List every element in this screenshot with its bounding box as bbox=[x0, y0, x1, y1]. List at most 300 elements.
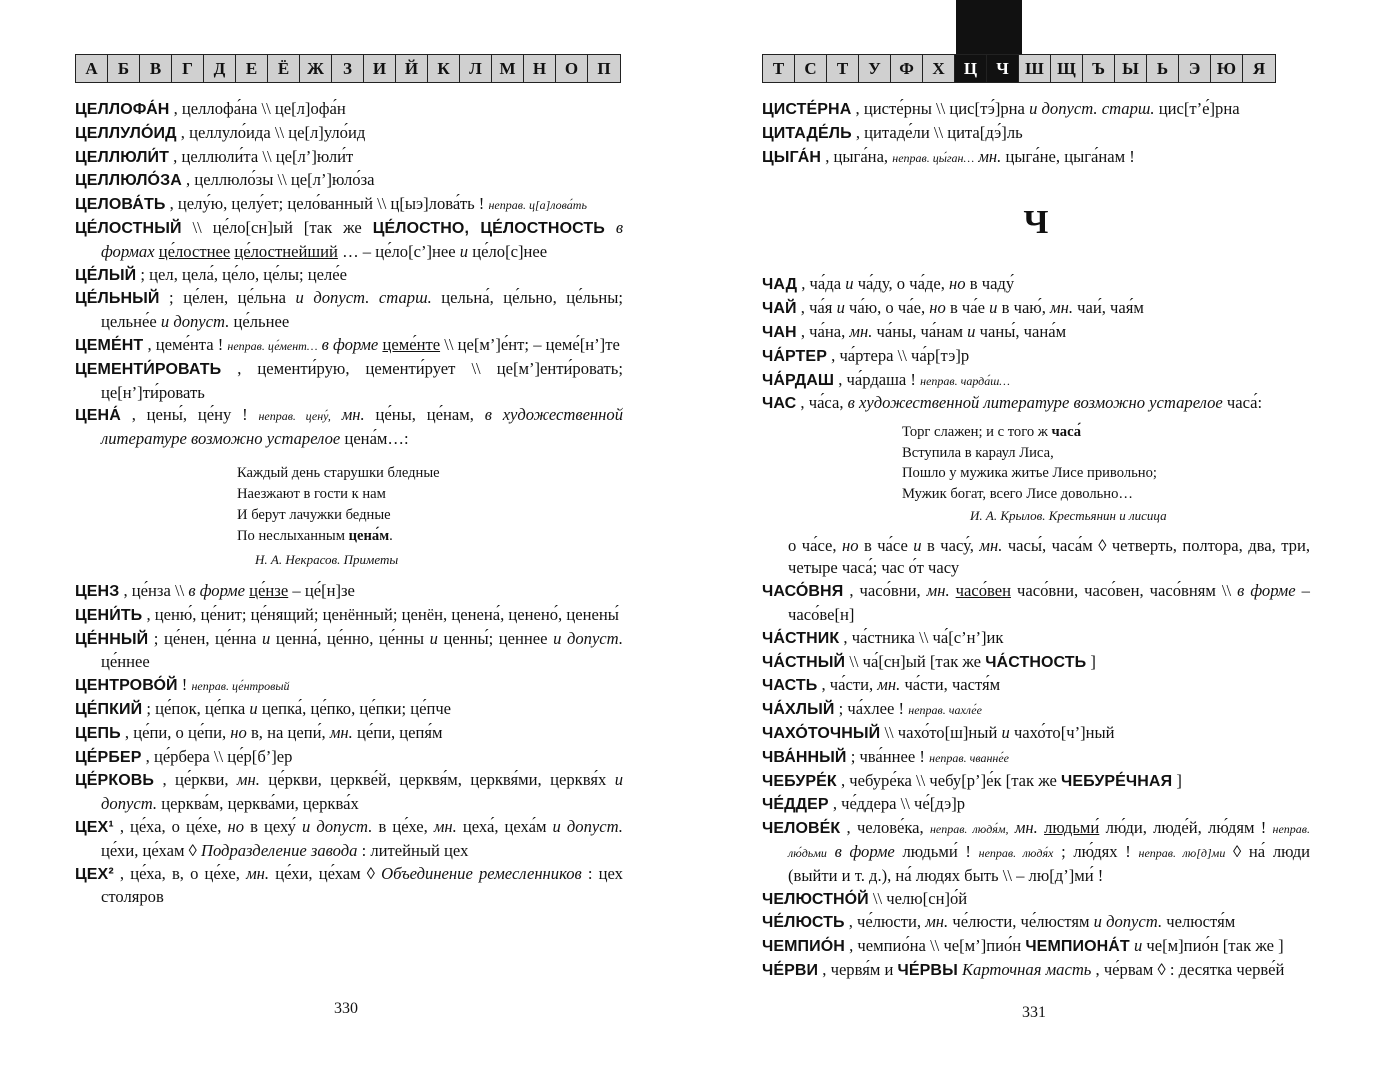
dictionary-entry bbox=[75, 169, 623, 193]
headword: ЧАСО́ВНЯ bbox=[762, 583, 844, 601]
entry-text: ! bbox=[181, 675, 188, 695]
headword: ЧЕ́РВЫ bbox=[897, 962, 958, 980]
alphabet-tab: Х bbox=[923, 55, 955, 82]
right-entries bbox=[762, 98, 1310, 983]
entry-text: ◊ на́ люди (выйти и т. д.), на́ людях быть \\ bbox=[788, 842, 1311, 885]
italic-label: мн. bbox=[925, 912, 949, 932]
italic-label: в художественной литературе возможно устарелое bbox=[101, 405, 623, 449]
italic-label: мн. bbox=[849, 321, 873, 341]
entry-text: цена́м…: bbox=[344, 429, 409, 449]
alphabet-tab: Ъ bbox=[1083, 55, 1115, 82]
alphabet-tab: Ш bbox=[1019, 55, 1051, 82]
italic-label: и bbox=[989, 298, 998, 318]
headword: ЧЕЛОВЕ́К bbox=[762, 820, 841, 838]
italic-label: и bbox=[836, 298, 845, 318]
right-page bbox=[692, 0, 1383, 1080]
headword: ЧАЙ bbox=[762, 300, 797, 318]
entry-text: чаны́, чана́м bbox=[979, 321, 1067, 341]
alphabet-tab: Ж bbox=[300, 55, 332, 82]
entry-text: часо́вни, часо́вен, часо́вням \\ bbox=[1017, 581, 1232, 601]
entry-text: ча́ду, о ча́де, bbox=[857, 274, 945, 294]
headword: ЦЕ́ННЫЙ bbox=[75, 630, 149, 648]
entry-text: ча́сти, частя́м bbox=[904, 675, 1001, 695]
headword: ЦЕ́ЛОСТНО, ЦЕ́ЛОСТНОСТЬ bbox=[372, 219, 605, 237]
alphabet-tab: Я bbox=[1243, 55, 1275, 82]
entry-text: це́ннее bbox=[101, 652, 150, 672]
entry-text: , це́ха, в, о це́хе, bbox=[119, 863, 240, 883]
entry-text: , це́рбера \\ це́р[б’]ер bbox=[145, 746, 293, 766]
entry-text: , ча́я bbox=[800, 298, 833, 318]
entry-text: в чаю́, bbox=[1001, 298, 1046, 318]
alphabet-tab: Ь bbox=[1147, 55, 1179, 82]
poem-bold-word: цена́м bbox=[348, 527, 390, 544]
entry-text: цыга́не, цыга́нам ! bbox=[1005, 146, 1135, 166]
italic-label: и допуст. bbox=[160, 312, 230, 332]
headword: ЦЕЛЛЮЛО́ЗА bbox=[75, 172, 182, 190]
dictionary-entry bbox=[762, 935, 1310, 959]
dictionary-entry bbox=[75, 746, 623, 770]
alphabet-tabs-right bbox=[762, 54, 1276, 83]
italic-label: Карточная масть bbox=[962, 960, 1092, 980]
entry-text: , чемпио́на \\ че[м’]пио́н bbox=[849, 936, 1022, 956]
poem-line: Каждый день старушки бледные bbox=[237, 464, 440, 481]
italic-label: и bbox=[459, 241, 469, 261]
entry-text: \\ чахо́то[ш]ный bbox=[884, 723, 998, 743]
entry-text: цельна́, це́льно, це́льны; цельне́е bbox=[101, 288, 623, 332]
entry-text: , целлофа́на \\ це[л]офа́н bbox=[173, 99, 346, 118]
entry-text: ; цел, цела́, це́ло, це́лы; целе́е bbox=[140, 264, 347, 284]
alphabet-tabs-left bbox=[75, 54, 621, 83]
entry-text: в ча́е bbox=[949, 298, 985, 318]
poem-line: Мужик богат, всего Лисе довольно… bbox=[902, 485, 1133, 502]
headword: ЦИТАДЕ́ЛЬ bbox=[762, 124, 852, 142]
thumb-index-tab bbox=[956, 0, 1022, 56]
dictionary-entry bbox=[762, 321, 1310, 345]
italic-label: в художественной литературе возможно устарелое bbox=[847, 393, 1223, 413]
entry-text: в, на цепи́, bbox=[250, 722, 326, 742]
entry-text: в часу́, bbox=[927, 535, 974, 555]
poem-citation: И. А. Крылов. Крестьянин и лисица bbox=[970, 508, 1167, 524]
entry-text: ; ча́хлее ! bbox=[838, 699, 905, 719]
headword: ЦЫГА́Н bbox=[762, 148, 822, 166]
italic-label: Объединение ремесленников bbox=[381, 863, 582, 883]
italic-label: но bbox=[841, 535, 859, 555]
dictionary-entry bbox=[75, 334, 623, 358]
entry-text: , целлюло́зы \\ це[л’]юло́за bbox=[186, 170, 375, 190]
italic-label: и допуст. bbox=[101, 770, 624, 814]
dictionary-entry bbox=[762, 793, 1310, 817]
headword: ЧВА́ННЫЙ bbox=[762, 748, 847, 766]
alphabet-tab: Е bbox=[236, 55, 268, 82]
italic-label: и bbox=[845, 274, 854, 294]
dictionary-entry bbox=[762, 627, 1310, 651]
entry-text: челюстя́м bbox=[1166, 912, 1236, 932]
dictionary-entry bbox=[75, 146, 623, 170]
entry-text: ; це́нен, це́нна bbox=[153, 628, 257, 648]
dictionary-entry bbox=[75, 358, 623, 405]
italic-label: и bbox=[967, 321, 976, 341]
entry-text: , чебуре́ка \\ чебу[р’]е́к [так же bbox=[840, 770, 1057, 790]
headword: ЦЕ́ЛОСТНЫЙ bbox=[75, 219, 182, 237]
headword: ЧА́РТЕР bbox=[762, 347, 827, 365]
headword: ЧЕЛЮСТНО́Й bbox=[762, 890, 869, 908]
italic-label: мн. bbox=[246, 863, 270, 883]
alphabet-tab: Б bbox=[108, 55, 140, 82]
italic-label: но bbox=[230, 722, 247, 742]
poem-line: Вступила в караул Лиса, bbox=[902, 444, 1054, 461]
headword: ЧА́СТНОСТЬ bbox=[985, 653, 1087, 671]
entry-text: це́ркви, церкве́й, церквя́м, церквя́ми, церквя́х bbox=[268, 770, 607, 790]
dictionary-entry bbox=[75, 287, 623, 334]
dictionary-entry bbox=[75, 580, 623, 604]
entry-text: ; це́пок, це́пка bbox=[146, 698, 246, 718]
italic-label: но bbox=[929, 298, 946, 318]
entry-text: \\ це[м’]е́нт; bbox=[444, 334, 530, 354]
alphabet-tab: А bbox=[76, 55, 108, 82]
dictionary-entry bbox=[762, 535, 1310, 581]
alphabet-tab: Ц bbox=[955, 55, 987, 82]
italic-label: в форме bbox=[834, 842, 895, 862]
entry-text: , цитаде́ли \\ цита[дэ́]ль bbox=[855, 122, 1023, 142]
alphabet-tab: С bbox=[795, 55, 827, 82]
poem-line: Пошло у мужика житье Лисе привольно; bbox=[902, 465, 1157, 482]
usage-note: неправ. людя́х bbox=[978, 846, 1054, 861]
entry-text: церква́м, церква́ми, церква́х bbox=[161, 794, 359, 814]
entry-text: : десятка черве́й bbox=[1169, 960, 1285, 980]
italic-label: мн. bbox=[236, 770, 260, 790]
alphabet-tab: Й bbox=[396, 55, 428, 82]
underlined-form: часо́вен bbox=[955, 581, 1011, 601]
entry-text: це́пи, цепя́м bbox=[356, 722, 443, 742]
entry-text: цеха́, цеха́м bbox=[462, 816, 547, 836]
alphabet-tab: П bbox=[588, 55, 620, 82]
entry-text: , ча́да bbox=[801, 274, 842, 294]
dictionary-entry bbox=[762, 122, 1310, 146]
headword: ЦЕНЗ bbox=[75, 582, 120, 600]
italic-label: в форме bbox=[188, 580, 246, 600]
entry-text: ча́ю, о ча́е, bbox=[849, 298, 926, 318]
headword: ЧАСТЬ bbox=[762, 677, 818, 695]
entry-text: \\ це́ло[сн]ый [так же bbox=[192, 217, 362, 237]
alphabet-tab: Ю bbox=[1211, 55, 1243, 82]
usage-note: неправ. це́мент… bbox=[227, 338, 318, 353]
headword: ЦЕНА́ bbox=[75, 407, 121, 425]
alphabet-tab: В bbox=[140, 55, 172, 82]
entry-text: це́хи, це́хам ◊ bbox=[275, 863, 376, 883]
dictionary-entry bbox=[75, 816, 623, 863]
entry-text: , цементи́рую, цементи́рует \\ це[м’]енти́ровать; це[н’]ти́ровать bbox=[101, 358, 623, 402]
dictionary-entry bbox=[762, 888, 1310, 912]
entry-text: часы́, часа́м ◊ четверть, полтора, два, три, четыре часа́; час о́т часу bbox=[788, 535, 1310, 578]
page-number-left: 330 bbox=[334, 1000, 358, 1017]
entry-text: ценна́, це́нно, це́нны bbox=[275, 628, 425, 648]
dictionary-entry bbox=[762, 674, 1310, 698]
poem-line: И берут лачужки бедные bbox=[237, 506, 391, 523]
entry-text: , челове́ка, bbox=[846, 818, 924, 838]
dictionary-entry bbox=[762, 651, 1310, 675]
underlined-form: це́нзе bbox=[249, 580, 289, 600]
dictionary-entry bbox=[75, 698, 623, 722]
headword: ЧЕ́ДДЕР bbox=[762, 796, 829, 814]
alphabet-tab: Ё bbox=[268, 55, 300, 82]
headword: ЦЕНТРОВО́Й bbox=[75, 677, 178, 695]
entry-text: лю́ди, люде́й, лю́дям ! bbox=[1105, 818, 1267, 838]
dictionary-entry bbox=[75, 674, 623, 698]
entry-text: – лю[д’]ми́ ! bbox=[1016, 865, 1104, 885]
entry-text: , часо́вни, bbox=[849, 581, 921, 601]
alphabet-tab: М bbox=[492, 55, 524, 82]
entry-text: в ча́се bbox=[863, 535, 908, 555]
usage-note: неправ. чарда́ш… bbox=[920, 373, 1010, 388]
poem-citation: Н. А. Некрасов. Приметы bbox=[255, 551, 399, 567]
headword: ЦЕ́ЛЫЙ bbox=[75, 266, 137, 284]
italic-label: мн. bbox=[341, 405, 365, 425]
usage-note: неправ. лю́дьми bbox=[788, 822, 1311, 861]
italic-label: и bbox=[1001, 723, 1010, 743]
page-number-right: 331 bbox=[1022, 1004, 1046, 1021]
headword: ЦЕЛОВА́ТЬ bbox=[75, 196, 166, 214]
entry-text: … – це́ло[с’]нее bbox=[342, 241, 456, 261]
headword: ЧА́ХЛЫЙ bbox=[762, 701, 835, 719]
entry-text: че́люсти, че́люстям bbox=[952, 912, 1090, 932]
italic-label: мн. bbox=[926, 581, 950, 601]
usage-note: неправ. цену́, bbox=[258, 409, 331, 424]
dictionary-entry bbox=[762, 369, 1310, 393]
italic-label: и допуст. старш. bbox=[295, 288, 432, 308]
alphabet-tab: Т bbox=[827, 55, 859, 82]
italic-label: мн. bbox=[433, 816, 457, 836]
dictionary-entry bbox=[75, 404, 623, 451]
italic-label: и bbox=[913, 535, 922, 555]
dictionary-entry bbox=[75, 863, 623, 910]
italic-label: и bbox=[261, 628, 271, 648]
headword: ЦЕХ² bbox=[75, 865, 114, 883]
entry-text: ] bbox=[1176, 770, 1182, 790]
entry-text: цис[т’е́]рна bbox=[1158, 99, 1240, 118]
italic-label: и допуст. bbox=[302, 816, 373, 836]
dictionary-entry bbox=[762, 146, 1310, 170]
entry-text: , ча́рдаша ! bbox=[838, 369, 916, 389]
entry-text: це́хи, це́хам ◊ bbox=[101, 840, 197, 860]
entry-text: , че́рвам ◊ bbox=[1095, 960, 1166, 980]
entry-text: , це́нза \\ bbox=[123, 580, 185, 600]
alphabet-tab: О bbox=[556, 55, 588, 82]
entry-text: , ча́на, bbox=[800, 321, 846, 341]
poem-line: Наезжают в гости к нам bbox=[237, 485, 386, 502]
alphabet-tab: К bbox=[428, 55, 460, 82]
headword: ЧА́СТНЫЙ bbox=[762, 653, 846, 671]
entry-text: ; лю́дях ! bbox=[1061, 842, 1131, 862]
entry-text: \\ челю[сн]о́й bbox=[872, 888, 968, 908]
dictionary-entry bbox=[75, 722, 623, 746]
entry-text: в цеху́ bbox=[250, 816, 296, 836]
headword: ЦЕ́ЛЬНЫЙ bbox=[75, 290, 160, 308]
entry-text: , целлуло́ида \\ це[л]уло́ид bbox=[180, 122, 366, 142]
headword: ЦЕЛЛУЛО́ИД bbox=[75, 124, 177, 142]
headword: ЦЕЛЛЮЛИ́Т bbox=[75, 148, 170, 166]
entry-text: це́ны, це́нам, bbox=[375, 405, 474, 425]
section-letter: Ч bbox=[1023, 204, 1049, 242]
underlined-form: це́лостнейший bbox=[234, 241, 338, 261]
entry-text: – часо́ве[н] bbox=[788, 581, 1310, 625]
entry-text: – це́[н]зе bbox=[292, 580, 355, 600]
italic-label: в форме bbox=[1237, 581, 1296, 601]
entry-text: \\ ча́[сн]ый [так же bbox=[849, 651, 982, 671]
entry-text: ценны́; ценнее bbox=[443, 628, 548, 648]
entry-text: ; чва́ннее ! bbox=[850, 746, 925, 766]
entry-text: чаи́, чая́м bbox=[1077, 298, 1144, 318]
entry-text: , цены́, це́ну ! bbox=[131, 405, 248, 425]
dictionary-entry bbox=[762, 817, 1310, 887]
dictionary-entry bbox=[762, 273, 1310, 297]
headword: ЦЕХ¹ bbox=[75, 818, 114, 836]
dictionary-entry bbox=[762, 770, 1310, 794]
italic-label: мн. bbox=[1014, 818, 1038, 838]
headword: ЦЕЛЛОФА́Н bbox=[75, 101, 170, 118]
entry-text: , це́пи, о це́пи, bbox=[124, 722, 227, 742]
entry-text: о ча́се, bbox=[788, 535, 837, 555]
dictionary-entry bbox=[762, 345, 1310, 369]
entry-text: це́ло[с]нее bbox=[472, 241, 548, 261]
dictionary-entry bbox=[762, 698, 1310, 722]
headword: ЧАХО́ТОЧНЫЙ bbox=[762, 725, 881, 743]
entry-text: ча́ны, ча́нам bbox=[876, 321, 964, 341]
alphabet-tab: У bbox=[859, 55, 891, 82]
entry-text: людьми́ ! bbox=[902, 842, 971, 862]
italic-label: мн. bbox=[1050, 298, 1073, 318]
headword: ЧАД bbox=[762, 276, 798, 294]
headword: ЧА́СТНИК bbox=[762, 629, 840, 647]
headword: ЧЕ́ЛЮСТЬ bbox=[762, 914, 845, 932]
entry-text: це́льнее bbox=[233, 312, 290, 332]
headword: ЦИСТЕ́РНА bbox=[762, 101, 852, 118]
entry-text: , целлюли́та \\ це[л’]юли́т bbox=[173, 146, 354, 166]
entry-text: , ценю́, це́нит; це́нящий; ценённый; ценён, ценена́, ценено́, ценены́ bbox=[146, 604, 619, 624]
entry-text: : цех столяров bbox=[101, 863, 623, 907]
alphabet-tab: Н bbox=[524, 55, 556, 82]
italic-label: и допуст. старш. bbox=[1029, 99, 1155, 118]
underlined-form: це́лостнее bbox=[158, 241, 231, 261]
dictionary-entry bbox=[762, 911, 1310, 935]
entry-text: , цеме́нта ! bbox=[147, 334, 224, 354]
dictionary-entry bbox=[762, 722, 1310, 746]
headword: ЦЕ́ПКИЙ bbox=[75, 700, 143, 718]
italic-label: и допуст. bbox=[552, 816, 623, 836]
poem-line: Торг слажен; и с того ж часа́ bbox=[902, 424, 1082, 441]
italic-label: и bbox=[1133, 936, 1143, 956]
italic-label: мн. bbox=[329, 722, 353, 742]
italic-label: и bbox=[429, 628, 438, 648]
headword: ЧАС bbox=[762, 395, 797, 413]
alphabet-tab: Г bbox=[172, 55, 204, 82]
dictionary-entry bbox=[762, 959, 1310, 983]
dictionary-entry bbox=[75, 193, 623, 217]
dictionary-entry bbox=[762, 746, 1310, 770]
usage-note: неправ. цы́ган… bbox=[892, 150, 975, 165]
usage-note: неправ. це́нтровый bbox=[191, 679, 290, 694]
headword: ЦЕПЬ bbox=[75, 724, 121, 742]
usage-note: неправ. чванне́е bbox=[929, 750, 1010, 765]
italic-label: в форме bbox=[321, 334, 379, 354]
entry-text: , целу́ю, целу́ет; цело́ванный \\ ц[ыэ]лова́ть ! bbox=[169, 194, 485, 214]
dictionary-entry bbox=[75, 769, 623, 816]
entry-text: , ча́стника \\ ча́[с’н’]ик bbox=[843, 627, 1004, 647]
entry-text: , ча́сти, bbox=[821, 675, 874, 695]
usage-note: неправ. ц[а]лова́ть bbox=[488, 198, 587, 213]
entry-text: часа́: bbox=[1226, 393, 1263, 413]
alphabet-tab: З bbox=[332, 55, 364, 82]
headword: ЧЕМПИО́Н bbox=[762, 938, 845, 956]
entry-text: ] bbox=[1090, 651, 1096, 671]
headword: ЦЕ́РКОВЬ bbox=[75, 772, 154, 790]
alphabet-tab: Ч bbox=[987, 55, 1019, 82]
italic-label: в формах bbox=[101, 217, 624, 261]
usage-note: неправ. лю[д]ми bbox=[1138, 846, 1226, 861]
dictionary-entry bbox=[75, 217, 623, 264]
poem-quote bbox=[237, 463, 623, 570]
usage-note: неправ. чахле́е bbox=[908, 703, 982, 718]
alphabet-tab: Т bbox=[763, 55, 795, 82]
poem-quote bbox=[902, 422, 1310, 527]
entry-text: , цисте́рны \\ цис[тэ́]рна bbox=[855, 99, 1025, 118]
entry-text: в це́хе, bbox=[378, 816, 428, 836]
headword: ЧЕБУРЕ́К bbox=[762, 772, 837, 790]
left-entries bbox=[75, 98, 623, 909]
entry-text: , ча́ртера \\ ча́р[тэ]р bbox=[831, 345, 970, 365]
entry-text: , че́ддера \\ че́[дэ]р bbox=[832, 794, 966, 814]
headword: ЧЕ́РВИ bbox=[762, 962, 819, 980]
headword: ЦЕНИ́ТЬ bbox=[75, 606, 143, 624]
entry-text: в чаду́ bbox=[969, 274, 1015, 294]
italic-label: мн. bbox=[877, 675, 901, 695]
italic-label: мн. bbox=[979, 535, 1003, 555]
poem-bold-word: часа́ bbox=[1051, 424, 1082, 441]
dictionary-entry bbox=[762, 297, 1310, 321]
alphabet-tab: Ы bbox=[1115, 55, 1147, 82]
entry-text: ; це́лен, це́льна bbox=[169, 288, 286, 308]
dictionary-entry bbox=[762, 580, 1310, 627]
entry-text: , цыга́на, bbox=[825, 146, 889, 166]
dictionary-entry bbox=[75, 264, 623, 288]
underlined-form: людьми́ bbox=[1044, 818, 1100, 838]
poem-line: По неслыханным цена́м. bbox=[237, 527, 393, 544]
entry-text: , червя́м и bbox=[822, 960, 894, 980]
entry-text: – цеме́[н’]те bbox=[533, 334, 620, 354]
entry-text: , це́ркви, bbox=[162, 770, 229, 790]
italic-label: и допуст. bbox=[1093, 912, 1163, 932]
dictionary-entry bbox=[75, 122, 623, 146]
dictionary-entry bbox=[762, 392, 1310, 416]
entry-text: , ча́са, bbox=[800, 393, 844, 413]
entry-text: чахо́то[ч’]ный bbox=[1013, 723, 1115, 743]
italic-label: но bbox=[227, 816, 245, 836]
italic-label: и bbox=[249, 698, 258, 718]
dictionary-entry bbox=[75, 604, 623, 628]
underlined-form: цеме́нте bbox=[382, 334, 441, 354]
alphabet-tab: Э bbox=[1179, 55, 1211, 82]
headword: ЧЕМПИОНА́Т bbox=[1025, 938, 1130, 956]
italic-label: и допуст. bbox=[553, 628, 624, 648]
alphabet-tab: И bbox=[364, 55, 396, 82]
headword: ЦЕМЕ́НТ bbox=[75, 336, 144, 354]
alphabet-tab: Ф bbox=[891, 55, 923, 82]
entry-text: ] bbox=[1278, 936, 1284, 956]
headword: ЧЕБУРЕ́ЧНАЯ bbox=[1061, 772, 1173, 790]
entry-text: : литейный цех bbox=[361, 840, 469, 860]
italic-label: Подразделение завода bbox=[200, 840, 358, 860]
alphabet-tab: Д bbox=[204, 55, 236, 82]
dictionary-entry bbox=[75, 98, 623, 122]
